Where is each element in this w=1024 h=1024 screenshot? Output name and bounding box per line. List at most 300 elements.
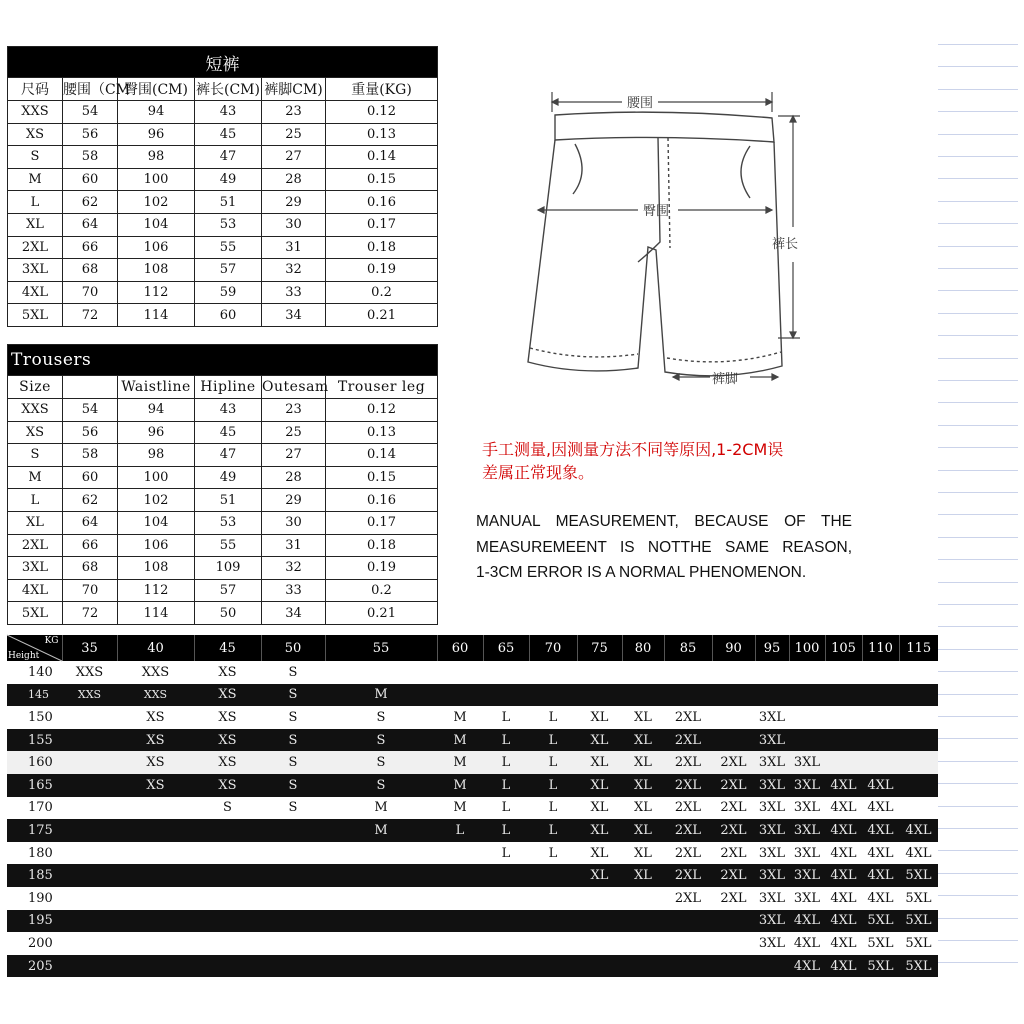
size-cell: XS xyxy=(194,706,261,729)
ruled-line xyxy=(938,246,1018,247)
size-cell xyxy=(437,864,483,887)
size-cell: S xyxy=(261,729,325,752)
ruled-line xyxy=(938,402,1018,403)
size-cell: XL xyxy=(622,819,664,842)
ruled-line xyxy=(938,492,1018,493)
table-row xyxy=(8,191,438,214)
size-cell: XL xyxy=(622,751,664,774)
size-cell: M xyxy=(8,168,63,191)
size-cell: 3XL xyxy=(755,706,789,729)
measurement-cell: 106 xyxy=(118,236,195,259)
size-cell xyxy=(62,955,117,978)
size-cell: XS xyxy=(194,729,261,752)
measurement-cell: 68 xyxy=(63,557,118,580)
size-cell xyxy=(62,774,117,797)
size-cell xyxy=(194,910,261,933)
measurement-cell: 70 xyxy=(63,579,118,602)
measurement-cell: 62 xyxy=(63,489,118,512)
size-cell xyxy=(712,729,755,752)
size-cell xyxy=(899,774,938,797)
size-cell xyxy=(325,910,437,933)
height-cell: 145 xyxy=(7,684,62,707)
size-cell: XXS xyxy=(62,684,117,707)
size-cell: 3XL xyxy=(8,557,63,580)
size-cell: 3XL xyxy=(755,932,789,955)
size-cell: 4XL xyxy=(862,797,899,820)
measurement-cell: 0.13 xyxy=(326,123,438,146)
measurement-cell: 60 xyxy=(63,168,118,191)
size-cell xyxy=(712,955,755,978)
measurement-cell: 112 xyxy=(118,579,195,602)
ruled-line xyxy=(938,89,1018,90)
measurement-cell: 112 xyxy=(118,281,195,304)
size-cell: M xyxy=(325,819,437,842)
size-cell: L xyxy=(529,774,577,797)
size-cell xyxy=(117,797,194,820)
table-row xyxy=(8,399,438,422)
table-row xyxy=(8,466,438,489)
weight-header-cell: 90 xyxy=(712,635,755,661)
height-weight-size-grid xyxy=(7,635,938,977)
size-cell: 2XL xyxy=(664,706,712,729)
size-cell: 3XL xyxy=(755,774,789,797)
size-cell xyxy=(62,910,117,933)
size-cell: 5XL xyxy=(899,864,938,887)
size-cell: XL xyxy=(577,864,622,887)
size-cell: 2XL xyxy=(712,842,755,865)
measurement-cell: 0.12 xyxy=(326,101,438,124)
measurement-cell: 72 xyxy=(63,602,118,625)
size-cell xyxy=(437,932,483,955)
measurement-cell: 0.19 xyxy=(326,557,438,580)
ruled-line xyxy=(938,156,1018,157)
size-cell: S xyxy=(194,797,261,820)
size-cell xyxy=(62,887,117,910)
size-cell xyxy=(62,932,117,955)
size-cell: 2XL xyxy=(664,729,712,752)
measurement-cell: 56 xyxy=(63,123,118,146)
measurement-cell: 31 xyxy=(262,534,326,557)
table-header-row xyxy=(8,78,438,101)
size-cell: XL xyxy=(577,819,622,842)
size-cell: 5XL xyxy=(8,602,63,625)
size-cell: XXS xyxy=(8,399,63,422)
size-cell: 4XL xyxy=(862,819,899,842)
measurement-cell: 0.18 xyxy=(326,236,438,259)
measurement-cell: 0.12 xyxy=(326,399,438,422)
measurement-cell: 51 xyxy=(195,489,262,512)
weight-header-cell: 110 xyxy=(862,635,899,661)
height-cell: 180 xyxy=(7,842,62,865)
size-cell xyxy=(325,864,437,887)
measurement-cell: 114 xyxy=(118,602,195,625)
size-cell: 5XL xyxy=(899,955,938,978)
table-row xyxy=(8,557,438,580)
grid-row xyxy=(7,729,938,752)
weight-header-cell: 100 xyxy=(789,635,825,661)
size-cell: M xyxy=(437,774,483,797)
measurement-cell: 34 xyxy=(262,304,326,327)
ruled-line xyxy=(938,962,1018,963)
size-cell: 4XL xyxy=(862,887,899,910)
size-cell: L xyxy=(529,797,577,820)
size-cell xyxy=(577,887,622,910)
size-cell: S xyxy=(261,751,325,774)
size-cell xyxy=(325,661,437,684)
ruled-line xyxy=(938,761,1018,762)
size-cell: L xyxy=(529,751,577,774)
shorts-outline-icon xyxy=(510,72,820,402)
size-cell xyxy=(899,751,938,774)
size-cell xyxy=(529,887,577,910)
trousers-table-title: Trousers xyxy=(8,345,438,376)
size-cell xyxy=(483,684,529,707)
ruled-line xyxy=(938,447,1018,448)
ruled-line xyxy=(938,918,1018,919)
size-cell: 2XL xyxy=(712,864,755,887)
weight-header-cell: 105 xyxy=(825,635,862,661)
size-cell xyxy=(261,887,325,910)
grid-row xyxy=(7,864,938,887)
size-cell xyxy=(899,706,938,729)
measurement-cell: 27 xyxy=(262,146,326,169)
measurement-cell: 30 xyxy=(262,511,326,534)
size-cell: XL xyxy=(622,729,664,752)
measurement-cell: 0.18 xyxy=(326,534,438,557)
size-cell: S xyxy=(325,706,437,729)
size-cell xyxy=(789,729,825,752)
size-cell xyxy=(529,864,577,887)
weight-header-cell: 55 xyxy=(325,635,437,661)
size-cell: XS xyxy=(194,661,261,684)
size-cell: XL xyxy=(622,774,664,797)
shorts-size-table xyxy=(7,46,438,327)
column-header: Trouser leg xyxy=(326,376,438,399)
height-cell: 175 xyxy=(7,819,62,842)
size-cell: 4XL xyxy=(825,955,862,978)
measurement-cell: 23 xyxy=(262,399,326,422)
ruled-line xyxy=(938,559,1018,560)
size-cell: 2XL xyxy=(664,774,712,797)
size-cell xyxy=(437,955,483,978)
size-cell: 2XL xyxy=(664,751,712,774)
size-cell xyxy=(261,842,325,865)
size-cell: 4XL xyxy=(899,842,938,865)
size-cell: L xyxy=(483,819,529,842)
measurement-cell: 0.2 xyxy=(326,281,438,304)
size-cell xyxy=(789,684,825,707)
ruled-line xyxy=(938,358,1018,359)
measurement-cell: 64 xyxy=(63,213,118,236)
measurement-cell: 60 xyxy=(195,304,262,327)
size-cell: S xyxy=(261,706,325,729)
ruled-line xyxy=(938,290,1018,291)
size-cell: XL xyxy=(577,774,622,797)
column-header: Waistline xyxy=(118,376,195,399)
size-cell: 5XL xyxy=(899,887,938,910)
size-cell: XXS xyxy=(8,101,63,124)
size-cell: M xyxy=(325,684,437,707)
size-cell: 3XL xyxy=(789,751,825,774)
size-cell: 5XL xyxy=(862,955,899,978)
size-cell xyxy=(899,661,938,684)
height-cell: 160 xyxy=(7,751,62,774)
size-cell: XS xyxy=(117,774,194,797)
size-cell xyxy=(62,819,117,842)
table-header-row xyxy=(8,376,438,399)
grid-row xyxy=(7,932,938,955)
measurement-cell: 100 xyxy=(118,168,195,191)
weight-header-cell: 65 xyxy=(483,635,529,661)
ruled-line xyxy=(938,470,1018,471)
size-cell xyxy=(483,864,529,887)
weight-header-cell: 75 xyxy=(577,635,622,661)
ruled-line xyxy=(938,201,1018,202)
measurement-cell: 51 xyxy=(195,191,262,214)
size-cell: 2XL xyxy=(8,534,63,557)
table-row xyxy=(8,101,438,124)
measurement-cell: 96 xyxy=(118,421,195,444)
size-cell: 3XL xyxy=(755,729,789,752)
size-cell xyxy=(622,932,664,955)
size-cell: M xyxy=(437,729,483,752)
weight-header-cell: 35 xyxy=(62,635,117,661)
size-cell xyxy=(825,661,862,684)
size-cell xyxy=(325,932,437,955)
size-cell: XL xyxy=(577,842,622,865)
table-row xyxy=(8,489,438,512)
size-cell xyxy=(755,661,789,684)
ruled-line xyxy=(938,268,1018,269)
ruled-line xyxy=(938,895,1018,896)
ruled-line xyxy=(938,223,1018,224)
size-cell: 3XL xyxy=(755,887,789,910)
size-cell: M xyxy=(437,706,483,729)
weight-header-cell: 95 xyxy=(755,635,789,661)
measurement-cell: 45 xyxy=(195,421,262,444)
measurement-cell: 55 xyxy=(195,236,262,259)
size-cell: S xyxy=(261,797,325,820)
height-cell: 185 xyxy=(7,864,62,887)
measurement-cell: 0.16 xyxy=(326,191,438,214)
note-en-line: 1-3CM ERROR IS A NORMAL PHENOMENON. xyxy=(476,564,807,581)
size-cell: 4XL xyxy=(8,579,63,602)
measurement-cell: 34 xyxy=(262,602,326,625)
measurement-cell: 60 xyxy=(63,466,118,489)
size-cell xyxy=(194,864,261,887)
size-cell: 4XL xyxy=(862,864,899,887)
ruled-line xyxy=(938,66,1018,67)
size-cell: 4XL xyxy=(825,819,862,842)
note-en-line: MANUAL MEASUREMENT, BECAUSE OF THE xyxy=(476,513,852,530)
measurement-cell: 53 xyxy=(195,511,262,534)
size-cell xyxy=(899,797,938,820)
height-cell: 205 xyxy=(7,955,62,978)
size-cell: 3XL xyxy=(789,842,825,865)
size-cell xyxy=(325,887,437,910)
measurement-cell: 104 xyxy=(118,213,195,236)
grid-row xyxy=(7,684,938,707)
size-cell: 5XL xyxy=(899,910,938,933)
measurement-cell: 0.13 xyxy=(326,421,438,444)
size-cell xyxy=(483,910,529,933)
measurement-cell: 23 xyxy=(262,101,326,124)
size-cell: L xyxy=(483,797,529,820)
ruled-line xyxy=(938,828,1018,829)
ruled-line xyxy=(938,582,1018,583)
size-cell xyxy=(577,932,622,955)
size-cell: XL xyxy=(577,797,622,820)
ruled-line xyxy=(938,873,1018,874)
grid-row xyxy=(7,842,938,865)
size-cell: 2XL xyxy=(712,797,755,820)
size-cell: XS xyxy=(194,774,261,797)
size-cell: 5XL xyxy=(862,910,899,933)
size-cell xyxy=(261,819,325,842)
weight-header-cell: 50 xyxy=(261,635,325,661)
size-cell xyxy=(712,932,755,955)
size-cell: S xyxy=(325,774,437,797)
measurement-cell: 28 xyxy=(262,466,326,489)
waist-label: 腰围 xyxy=(627,96,654,111)
weight-header-cell: 85 xyxy=(664,635,712,661)
grid-row xyxy=(7,661,938,684)
size-cell xyxy=(483,661,529,684)
size-cell xyxy=(622,910,664,933)
size-cell xyxy=(117,932,194,955)
measurement-cell: 98 xyxy=(118,146,195,169)
measurement-cell: 94 xyxy=(118,399,195,422)
shorts-table-title: 短裤 xyxy=(8,47,438,78)
size-cell xyxy=(899,684,938,707)
size-cell: 3XL xyxy=(8,259,63,282)
size-cell xyxy=(577,661,622,684)
ruled-line xyxy=(938,671,1018,672)
measurement-cell: 33 xyxy=(262,579,326,602)
size-cell: 3XL xyxy=(755,842,789,865)
ruled-line xyxy=(938,537,1018,538)
size-cell: L xyxy=(8,489,63,512)
weight-header-cell: 60 xyxy=(437,635,483,661)
size-cell: XS xyxy=(117,751,194,774)
size-cell: XXS xyxy=(62,661,117,684)
size-cell xyxy=(862,751,899,774)
size-cell xyxy=(194,955,261,978)
size-cell xyxy=(194,819,261,842)
size-cell xyxy=(62,751,117,774)
height-cell: 155 xyxy=(7,729,62,752)
measurement-cell: 98 xyxy=(118,444,195,467)
size-cell xyxy=(577,684,622,707)
size-cell: L xyxy=(483,842,529,865)
weight-header-cell: 45 xyxy=(194,635,261,661)
ruled-line xyxy=(938,380,1018,381)
size-cell: M xyxy=(437,797,483,820)
size-cell xyxy=(712,661,755,684)
ruled-line xyxy=(938,694,1018,695)
ruled-line xyxy=(938,850,1018,851)
size-cell: XS xyxy=(117,729,194,752)
size-cell xyxy=(789,706,825,729)
column-header: Size xyxy=(8,376,63,399)
size-cell xyxy=(755,684,789,707)
weight-header-cell: 80 xyxy=(622,635,664,661)
size-cell: 3XL xyxy=(755,797,789,820)
note-cn-line: 差属正常现象。 xyxy=(482,463,595,482)
size-cell: 4XL xyxy=(789,932,825,955)
size-cell: L xyxy=(529,819,577,842)
grid-corner-cell xyxy=(7,635,62,661)
weight-header-cell: 115 xyxy=(899,635,938,661)
size-cell: M xyxy=(325,797,437,820)
trousers-size-table xyxy=(7,344,438,625)
column-header: 腰围（CM xyxy=(63,78,118,101)
measurement-cell: 114 xyxy=(118,304,195,327)
size-cell xyxy=(825,706,862,729)
weight-header-row xyxy=(7,635,938,661)
measurement-cell: 47 xyxy=(195,146,262,169)
size-cell: 2XL xyxy=(712,774,755,797)
size-cell: 2XL xyxy=(664,842,712,865)
height-cell: 200 xyxy=(7,932,62,955)
column-header: Outesam xyxy=(262,376,326,399)
size-cell xyxy=(483,955,529,978)
measurement-cell: 70 xyxy=(63,281,118,304)
size-cell: 4XL xyxy=(862,774,899,797)
size-cell xyxy=(117,887,194,910)
height-cell: 140 xyxy=(7,661,62,684)
size-cell: 2XL xyxy=(712,887,755,910)
size-cell xyxy=(862,661,899,684)
height-cell: 150 xyxy=(7,706,62,729)
measurement-cell: 57 xyxy=(195,259,262,282)
size-cell xyxy=(62,729,117,752)
size-cell xyxy=(862,706,899,729)
measurement-cell: 0.19 xyxy=(326,259,438,282)
ruled-line xyxy=(938,806,1018,807)
size-cell: L xyxy=(529,706,577,729)
size-cell: L xyxy=(529,842,577,865)
column-header: 尺码 xyxy=(8,78,63,101)
size-cell xyxy=(261,864,325,887)
measurement-cell: 49 xyxy=(195,168,262,191)
size-cell xyxy=(622,955,664,978)
size-cell: S xyxy=(261,684,325,707)
measurement-cell: 94 xyxy=(118,101,195,124)
grid-row xyxy=(7,887,938,910)
measurement-cell: 0.21 xyxy=(326,304,438,327)
table-row xyxy=(8,281,438,304)
size-cell xyxy=(664,932,712,955)
size-cell: 2XL xyxy=(712,751,755,774)
measurement-cell: 108 xyxy=(118,557,195,580)
ruled-line xyxy=(938,514,1018,515)
length-label: 裤长 xyxy=(772,237,799,252)
size-cell: XL xyxy=(577,729,622,752)
size-cell: 4XL xyxy=(789,910,825,933)
ruled-line xyxy=(938,649,1018,650)
table-row xyxy=(8,304,438,327)
size-cell xyxy=(194,932,261,955)
size-cell xyxy=(529,932,577,955)
size-cell xyxy=(194,887,261,910)
measurement-cell: 100 xyxy=(118,466,195,489)
size-cell xyxy=(437,661,483,684)
table-row xyxy=(8,236,438,259)
grid-row xyxy=(7,955,938,978)
size-cell: 2XL xyxy=(712,819,755,842)
height-cell: 190 xyxy=(7,887,62,910)
